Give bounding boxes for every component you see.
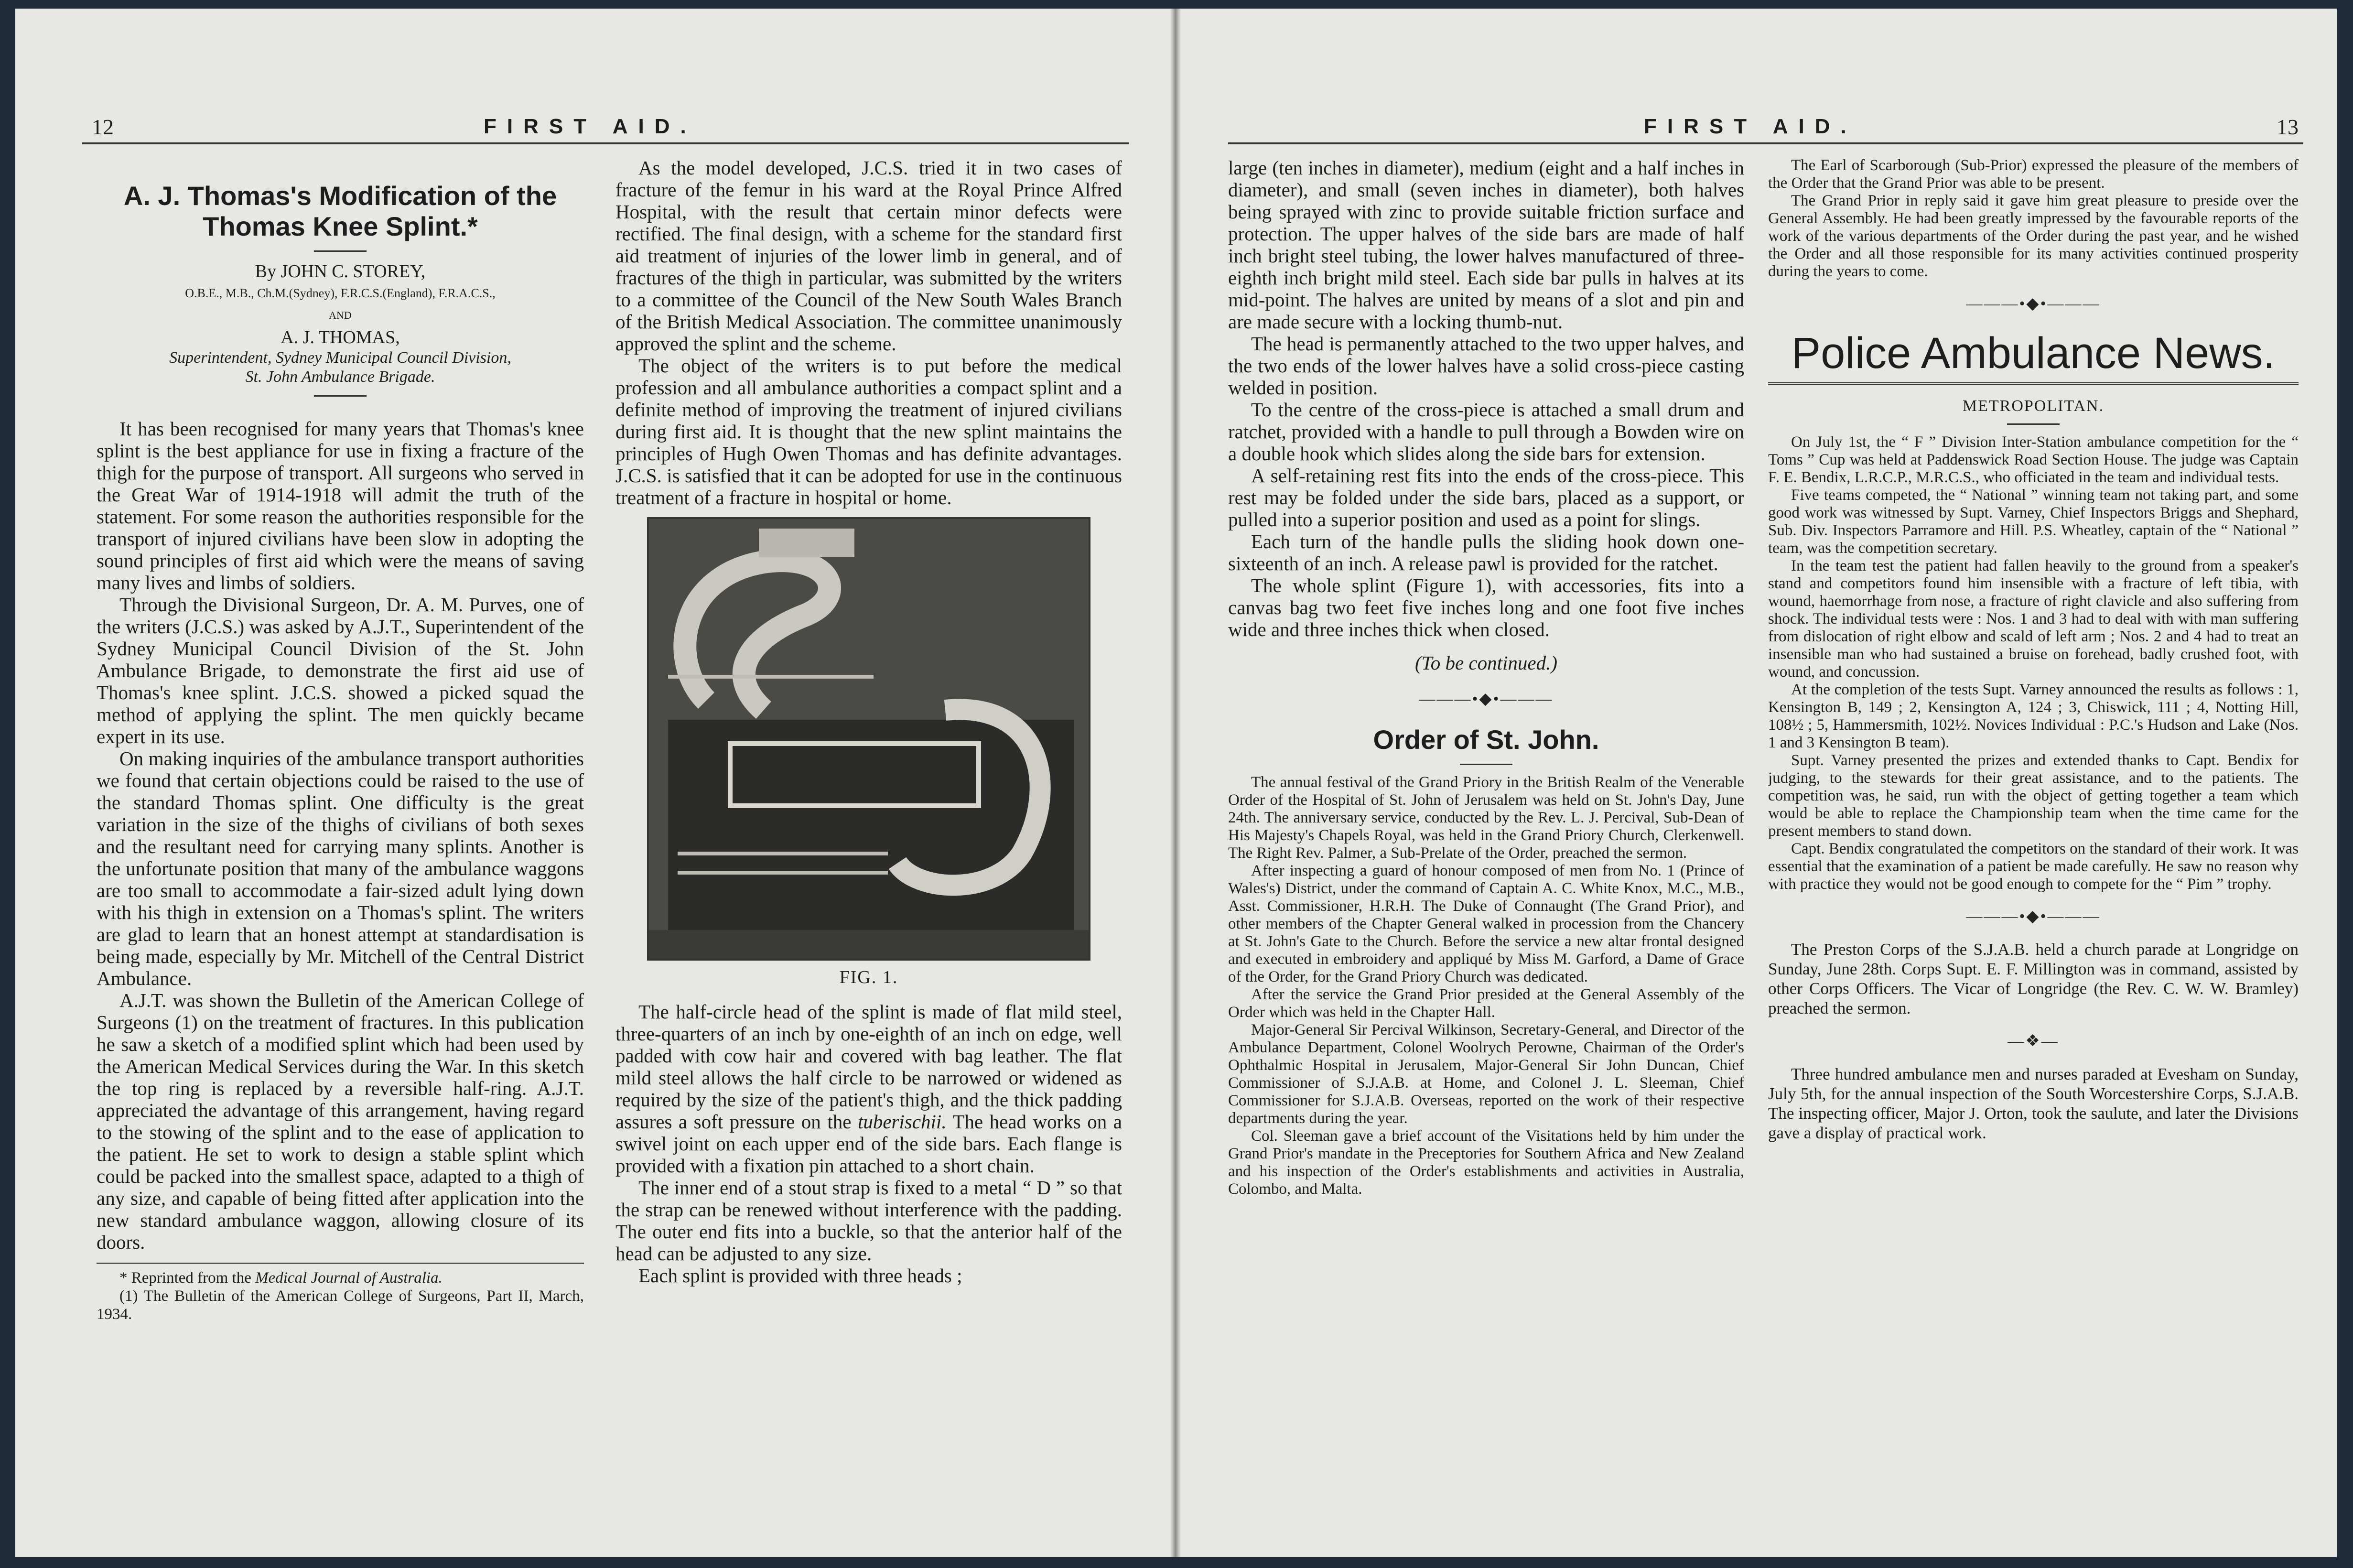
footnotes [97, 1263, 584, 1323]
paragraph: The Earl of Scarborough (Sub-Prior) expressed the pleasure of the members of the Order that the Grand Prior was able to be present. [1768, 157, 2299, 192]
figure-caption: FIG. 1. [839, 967, 898, 987]
paragraph: To the centre of the cross-piece is attached a small drum and ratchet, provided with a handle to pull through a Bowden wire on a double hook which slides along the side bars for extension. [1228, 399, 1744, 465]
byline-and: AND [329, 309, 352, 321]
paragraph: The whole splint (Figure 1), with accessories, fits into a canvas bag two feet five inches long and one foot five inches wide and three inches thick when closed. [1228, 574, 1744, 640]
ornament-divider: ———•◆•——— [1419, 690, 1554, 708]
article-title-line-1: A. J. Thomas's Modification of the [123, 181, 557, 211]
byline-2-role-1: Superintendent, Sydney Municipal Council Division, [169, 349, 511, 367]
byline-2: A. J. THOMAS, [281, 327, 400, 347]
paragraph: Capt. Bendix congratulated the competitors on the standard of their work. It was essential that the examination of a patient be made carefully. He saw no reason why with practice they would not be good enough to compete for the “ Pim ” trophy. [1768, 840, 2299, 893]
paragraph: At the completion of the tests Supt. Varney announced the results as follows : 1, Kensington B, 149 ; 2, Kensington A, 124 ; 3, Chiswick, 111 ; 4, Notting Hill, 108½ ; 5, Hammersmith, 102½. Novices Individual : P.C.'s Hudson and Lake (Nos. 1 and 3 Kensington B team). [1768, 681, 2299, 751]
ornament-divider: ———•◆•——— [1966, 295, 2101, 313]
footnote-1: * Reprinted from the Medical Journal of Australia. [119, 1269, 443, 1287]
running-head [1228, 104, 2303, 144]
right-column-1 [1228, 157, 1744, 1528]
paragraph: A.J.T. was shown the Bulletin of the American College of Surgeons (1) on the treatment of fractures. In this publication he saw a sketch of a modified splint which had been used by the American Medical Services during the War. In this sketch the top ring is replaced by a reversible half-ring. A.J.T. appreciated the advantage of this arrangement, having regard to the stowing of the splint and to the ease of application to the patient. He set to work to design a stable splint which could be packed into the smallest space, adapted to a thigh of any size, and capable of being fitted after application into the new standard ambulance waggon, allowing closure of its doors. [97, 989, 584, 1253]
journal-title: FIRST AID. [1644, 115, 1857, 138]
right-page [1180, 9, 2337, 1557]
paragraph: The Grand Prior in reply said it gave him great pleasure to preside over the General Assembly. He had been greatly impressed by the favourable reports of the work of the various departments of the Order during the past year, and he wished the Order and all those responsible for its many activities continued prosperity during the years to come. [1768, 192, 2299, 280]
divider [1460, 764, 1512, 765]
paragraph: The Preston Corps of the S.J.A.B. held a church parade at Longridge on Sunday, June 28th. Corps Supt. E. F. Millington was in command, assisted by other Corps Officers. The Vicar of Longridge (the Rev. C. W. W. Bramley) preached the sermon. [1768, 940, 2299, 1017]
paragraph: The object of the writers is to put before the medical profession and all ambulance authorities a compact splint and a definite method of improving the treatment of injured civilians during first aid. It is thought that the new splint maintains the principles of Hugh Owen Thomas and has definite advantages. J.C.S. is satisfied that it can be adopted for use in the continuous treatment of a fracture in hospital or home. [615, 355, 1122, 508]
article-title-line-2: Thomas Knee Splint.* [203, 211, 478, 241]
page-number: 13 [2277, 115, 2299, 139]
divider [314, 395, 367, 397]
police-ambulance-title: Police Ambulance News. [1768, 327, 2299, 385]
running-head [82, 104, 1129, 144]
paragraph: The half-circle head of the splint is made of flat mild steel, three-quarters of an inch by one-eighth of an inch on edge, well padded with cow hair and covered with bag leather. The flat mild steel allows the half circle to be narrowed or widened as required by the size of the patient's thigh, and the thick padding assures a soft pressure on the tuberischii. The head works on a swivel joint on each upper end of the side bars. Each flange is provided with a fixation pin attached to a short chain. [615, 1001, 1122, 1177]
paragraph: The head is permanently attached to the two upper halves, and the two ends of the lower halves have a solid cross-piece casting welded in position. [1228, 333, 1744, 399]
paragraph: Five teams competed, the “ National ” winning team not taking part, and some good work was witnessed by Supt. Varney, Chief Inspectors Briggs and Shephard, Sub. Div. Inspectors Parramore and Hill. P.S. Wheatley, captain of the “ National ” team, was the competition secretary. [1768, 487, 2299, 557]
byline-1: By JOHN C. STOREY, [255, 261, 426, 281]
paragraph: On making inquiries of the ambulance transport authorities we found that certain objections could be raised to the use of the standard Thomas splint. One difficulty is the great variation in the size of the thighs of civilians of both sexes and the resultant need for carrying many splints. Another is the unfortunate position that many of the ambulance waggons are too small to accommodate a fair-sized adult lying down with his thigh in extension on a Thomas's splint. The writers are glad to learn that an honest attempt at standardisation is being made, especially by Mr. Mitchell of the Central District Ambulance. [97, 747, 584, 989]
paragraph: Col. Sleeman gave a brief account of the Visitations held by him under the Grand Prior's mandate in the Preceptories for Southern Africa and New Zealand and his inspection of the Order's establishments and activities in Australia, Colombo, and Malta. [1228, 1127, 1744, 1198]
paragraph: Each turn of the handle pulls the sliding hook down one-sixteenth of an inch. A release pawl is provided for the ratchet. [1228, 530, 1744, 574]
byline-1-credentials: O.B.E., M.B., Ch.M.(Sydney), F.R.C.S.(England), F.R.A.C.S., [185, 286, 496, 300]
splint-image [649, 519, 1089, 959]
paragraph: On July 1st, the “ F ” Division Inter-Station ambulance competition for the “ Toms ” Cup was held at Paddenswick Road Section House. The judge was Captain F. E. Bendix, L.R.C.P., M.R.C.S., who officiated in the team and individual tests. [1768, 433, 2299, 486]
paragraph: The inner end of a stout strap is fixed to a metal “ D ” so that the strap can be renewed without interference with the padding. The outer end fits into a buckle, so that the anterior half of the head can be adjusted to any size. [615, 1177, 1122, 1265]
paragraph: After the service the Grand Prior presided at the General Assembly of the Order which was held in the Chapter Hall. [1228, 986, 1744, 1021]
to-be-continued: (To be continued.) [1415, 652, 1557, 674]
metropolitan-subhead: METROPOLITAN. [1962, 397, 2105, 415]
splint-photograph [647, 517, 1090, 961]
paragraph: A self-retaining rest fits into the ends of the cross-piece. This rest may be folded under the side bars, placed as a support, or pulled into a superior position and used as a point for slings. [1228, 465, 1744, 530]
ornament-divider: ———•◆•——— [1966, 908, 2101, 925]
paragraph: The annual festival of the Grand Priory in the British Realm of the Venerable Order of the Hospital of St. John of Jerusalem was held on St. John's Day, June 24th. The anniversary service, conducted by the Rev. L. J. Percival, Sub-Dean of His Majesty's Chapels Royal, was held in the Grand Priory Church, Clerkenwell. The Right Rev. Palmer, a Sub-Prelate of the Order, preached the sermon. [1228, 774, 1744, 862]
journal-title: FIRST AID. [484, 115, 697, 138]
order-title: Order of St. John. [1373, 725, 1599, 755]
ornament-divider: —❖— [2008, 1032, 2059, 1050]
page-number: 12 [92, 115, 114, 139]
left-page [15, 9, 1171, 1557]
paragraph: large (ten inches in diameter), medium (eight and a half inches in diameter), and small (seven inches in diameter), both halves being sprayed with zinc to provide suitable friction surface and protection. The upper halves of the side bars are made of half inch bright steel tubing, the lower halves manufactured of three-eighth inch bright mild steel. Each side bar pulls in halves at its mid-point. The halves are united by means of a slot and pin and are made secure with a locking thumb-nut. [1228, 157, 1744, 333]
paragraph: It has been recognised for many years that Thomas's knee splint is the best appliance for use in fixing a fracture of the thigh for the purpose of transport. All surgeons who served in the Great War of 1914-1918 will admit the truth of the statement. For some reason the authorities responsible for the transport of injured civilians have been slow in adopting the sound principles of first aid which were the means of saving many lives and limbs of soldiers. [97, 418, 584, 594]
byline-2-role-2: St. John Ambulance Brigade. [245, 368, 435, 386]
paragraph: Through the Divisional Surgeon, Dr. A. M. Purves, one of the writers (J.C.S.) was asked by A.J.T., Superintendent of the Sydney Municipal Council Division of the St. John Ambulance Brigade, to demonstrate the first aid use of Thomas's knee splint. J.C.S. showed a picked squad the method of applying the splint. The men quickly became expert in its use. [97, 594, 584, 747]
left-column-2 [615, 157, 1122, 1528]
divider [2007, 423, 2060, 425]
paragraph: In the team test the patient had fallen heavily to the ground from a speaker's stand and competitors found him insensible with a fracture of left tibia, with wound, haemorrhage from nose, a fracture of right clavicle and also suffering from shock. The individual tests were : Nos. 1 and 3 had to deal with with man suffering from dislocation of right elbow and scald of left arm ; Nos. 2 and 4 had to treat an insensible man who had sustained a bruise on forehead, badly crushed foot, with wound, and concussion. [1768, 557, 2299, 681]
paragraph: As the model developed, J.C.S. tried it in two cases of fracture of the femur in his ward at the Royal Prince Alfred Hospital, with the result that certain minor defects were rectified. The final design, with a scheme for the standard first aid treatment of injuries of the lower limb in general, and of fractures of the thigh in particular, was submitted by the writers to a committee of the Council of the New South Wales Branch of the British Medical Association. The committee unanimously approved the splint and the scheme. [615, 157, 1122, 355]
footnote-2: (1) The Bulletin of the American College of Surgeons, Part II, March, 1934. [97, 1287, 584, 1323]
paragraph: Three hundred ambulance men and nurses paraded at Evesham on Sunday, July 5th, for the annual inspection of the South Worcestershire Corps, S.J.A.B. The inspecting officer, Major J. Orton, took the saulute, and later the Divisions gave a display of practical work. [1768, 1065, 2299, 1142]
paragraph: Each splint is provided with three heads ; [638, 1265, 962, 1287]
paragraph: After inspecting a guard of honour composed of men from No. 1 (Prince of Wales's) District, under the command of Captain A. C. White Knox, M.C., M.B., Asst. Commissioner, H.R.H. The Duke of Connaught (The Grand Prior), and other members of the Chapter General walked in procession from the Chancery at St. John's Gate to the Church. Before the service a new altar frontal designed and executed in embroidery and appliqué by Miss M. Garford, a Dame of Grace of the Order, for the Grand Priory Church was dedicated. [1228, 862, 1744, 985]
right-column-2 [1768, 157, 2299, 1528]
left-column-1 [97, 157, 584, 1528]
divider [314, 250, 367, 252]
paragraph: Major-General Sir Percival Wilkinson, Secretary-General, and Director of the Ambulance Department, Colonel Woolrych Perowne, Chairman of the Order's Ophthalmic Hospital in Jerusalem, Major-General Sir John Duncan, Chief Commissioner of S.J.A.B. at Home, and Colonel J. L. Sleeman, Chief Commissioner for S.J.A.B. Overseas, reported on the work of their respective departments during the year. [1228, 1021, 1744, 1127]
paragraph: Supt. Varney presented the prizes and extended thanks to Capt. Bendix for judging, to the stewards for their great assistance, and to the patients. The competition was, he said, run with the object of getting together a team which would be able to replace the Championship team when the time came for the present members to stand down. [1768, 752, 2299, 840]
article-title [97, 181, 584, 242]
